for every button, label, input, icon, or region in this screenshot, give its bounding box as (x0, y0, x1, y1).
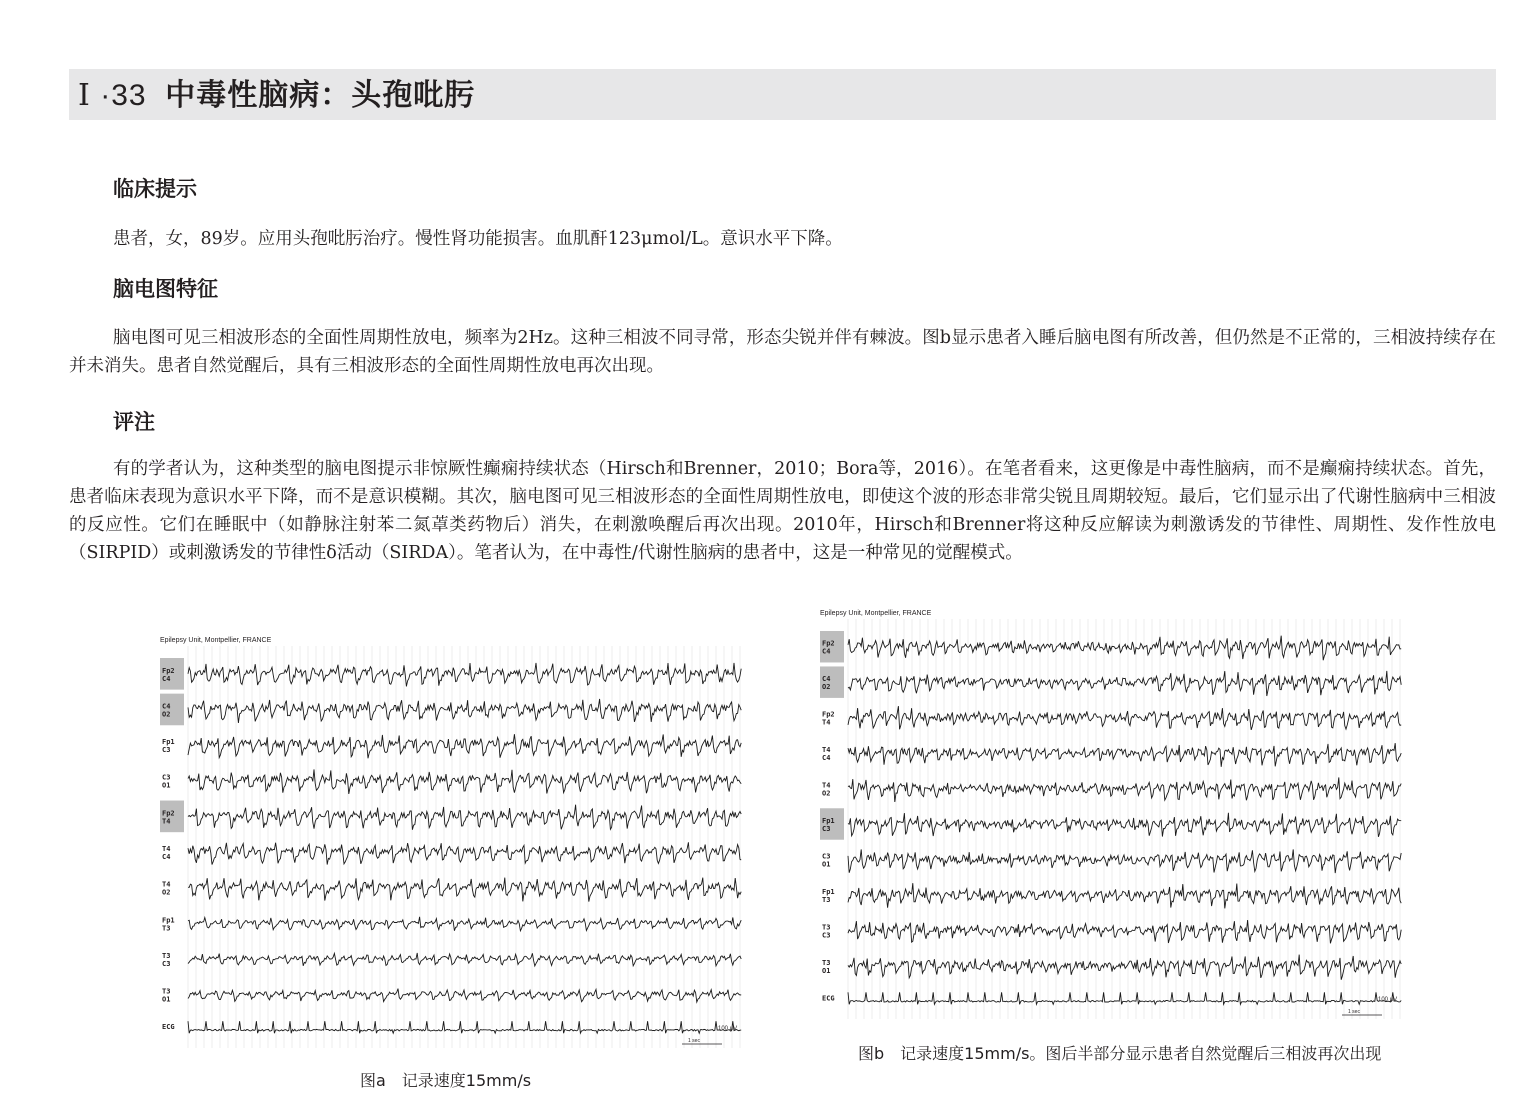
channel-label: O2 (822, 789, 831, 798)
eeg-channel-trace (848, 813, 1401, 837)
figure-institution-label: Epilepsy Unit, Montpellier, FRANCE (160, 637, 272, 644)
channel-label: C4 (822, 675, 831, 684)
channel-label: T4 (822, 746, 831, 755)
channel-label: Fp2 (822, 639, 835, 648)
eeg-channel-trace (848, 955, 1401, 980)
eeg-channel-trace (848, 777, 1401, 802)
channel-label: Fp1 (162, 738, 175, 747)
eeg-channel-trace (188, 734, 741, 758)
eeg-channel-trace (188, 663, 741, 687)
eeg-channel-trace (848, 636, 1401, 661)
channel-label: C4 (162, 853, 171, 861)
chapter-number: 33 (111, 79, 147, 112)
time-scale-label: 1 sec (1348, 1009, 1360, 1015)
channel-label: T3 (822, 895, 831, 904)
channel-label: O2 (162, 710, 171, 719)
channel-label: C4 (162, 702, 171, 711)
channel-label: T4 (822, 718, 831, 727)
channel-label: T4 (162, 817, 171, 826)
channel-label: Fp1 (822, 817, 835, 825)
channel-label: O2 (162, 888, 171, 897)
channel-label: C4 (822, 754, 831, 763)
amplitude-scale-label: 100 μV (718, 1026, 738, 1032)
chapter-title-text: 中毒性脑病：头孢吡肟 (165, 79, 476, 112)
channel-label: ECG (822, 994, 835, 1003)
channel-label: Fp2 (822, 710, 835, 719)
caption-figure-a: 图a 记录速度15mm/s (360, 1071, 532, 1090)
eeg-channel-trace (188, 917, 741, 931)
eeg-figure-a (158, 632, 746, 1056)
channel-label: C3 (822, 852, 831, 861)
channel-label: T4 (162, 845, 171, 853)
eeg-channel-trace (188, 842, 741, 864)
channel-label: C4 (822, 647, 831, 656)
eeg-channel-trace (188, 769, 741, 794)
heading-clinical: 临床提示 (113, 177, 197, 201)
channel-label: ECG (162, 1023, 175, 1032)
channel-label: T3 (822, 923, 831, 932)
figure-institution-label: Epilepsy Unit, Montpellier, FRANCE (820, 610, 932, 617)
channel-label: C4 (162, 674, 171, 683)
channel-label: Fp2 (162, 666, 175, 675)
eeg-trace-a (158, 632, 746, 1056)
eeg-channel-trace (848, 992, 1401, 1004)
eeg-channel-trace (188, 953, 741, 966)
chapter-roman-numeral: Ⅰ (78, 79, 91, 112)
eeg-trace-b (818, 605, 1406, 1027)
channel-label: C3 (822, 825, 831, 833)
chapter-dot: · (100, 79, 112, 112)
text-clinical: 患者，女，89岁。应用头孢吡肟治疗。慢性肾功能损害。血肌酐123μmol/L。意识水平下降。 (113, 229, 843, 249)
eeg-channel-trace (188, 989, 741, 1003)
channel-label: C3 (162, 959, 171, 968)
channel-label: O2 (822, 683, 831, 692)
eeg-channel-trace (188, 1021, 741, 1033)
time-scale-label: 1 sec (688, 1038, 700, 1044)
channel-label: Fp1 (822, 887, 835, 896)
channel-label: T3 (162, 951, 171, 960)
heading-comment: 评注 (113, 410, 155, 434)
eeg-channel-trace (188, 878, 741, 902)
eeg-channel-trace (188, 805, 741, 830)
channel-label: C3 (822, 931, 831, 940)
eeg-channel-trace (188, 699, 741, 723)
eeg-channel-trace (848, 883, 1401, 908)
text-comment: 有的学者认为，这种类型的脑电图提示非惊厥性癫痫持续状态（Hirsch和Brenner，2010；Bora等，2016）。在笔者看来，这更像是中毒性脑病，而不是癫痫持续状态。首先，患者临床表现为意识水平下降，而不是意识模糊。其次，脑电图可见三相波形态的全面性周期性放电，即使这个波的形态非常尖锐且周期较短。最后，它们显示出了代谢性脑病中三相波的反应性。它们在睡眠中（如静脉注射苯二氮䓬类药物后）消失，在刺激唤醒后再次出现。2010年，Hirsch和Brenner将这种反应解读为刺激诱发的节律性、周期性、发作性放电（SIRPID）或刺激诱发的节律性δ活动（SIRDA）。笔者认为，在中毒性/代谢性脑病的患者中，这是一种常见的觉醒模式。 (69, 459, 1496, 563)
channel-label: O1 (822, 966, 831, 975)
channel-label: T3 (822, 958, 831, 967)
channel-label: T4 (162, 880, 171, 889)
heading-eeg-features: 脑电图特征 (113, 277, 218, 301)
channel-label: C3 (162, 773, 171, 782)
channel-label: O1 (162, 995, 171, 1004)
channel-label: T3 (162, 924, 171, 933)
text-eeg-features: 脑电图可见三相波形态的全面性周期性放电，频率为2Hz。这种三相波不同寻常，形态尖锐并伴有棘波。图b显示患者入睡后脑电图有所改善，但仍然是不正常的，三相波持续存在并未消失。患者自然觉醒后，具有三相波形态的全面性周期性放电再次出现。 (69, 328, 1496, 376)
caption-figure-b: 图b 记录速度15mm/s。图后半部分显示患者自然觉醒后三相波再次出现 (858, 1044, 1382, 1063)
channel-label: O1 (162, 781, 171, 790)
channel-label: T4 (822, 781, 831, 790)
eeg-channel-trace (848, 849, 1401, 873)
amplitude-scale-label: 100 μV (1378, 997, 1398, 1003)
channel-label: T3 (162, 987, 171, 996)
eeg-figure-b (818, 605, 1406, 1027)
eeg-channel-trace (848, 743, 1401, 767)
channel-label: Fp2 (162, 809, 175, 818)
channel-label: C3 (162, 746, 171, 755)
eeg-channel-trace (848, 706, 1401, 730)
eeg-channel-trace (848, 920, 1401, 943)
channel-label: Fp1 (162, 916, 175, 925)
eeg-channel-trace (848, 671, 1401, 696)
channel-label: O1 (822, 860, 831, 869)
chapter-title (78, 74, 475, 118)
